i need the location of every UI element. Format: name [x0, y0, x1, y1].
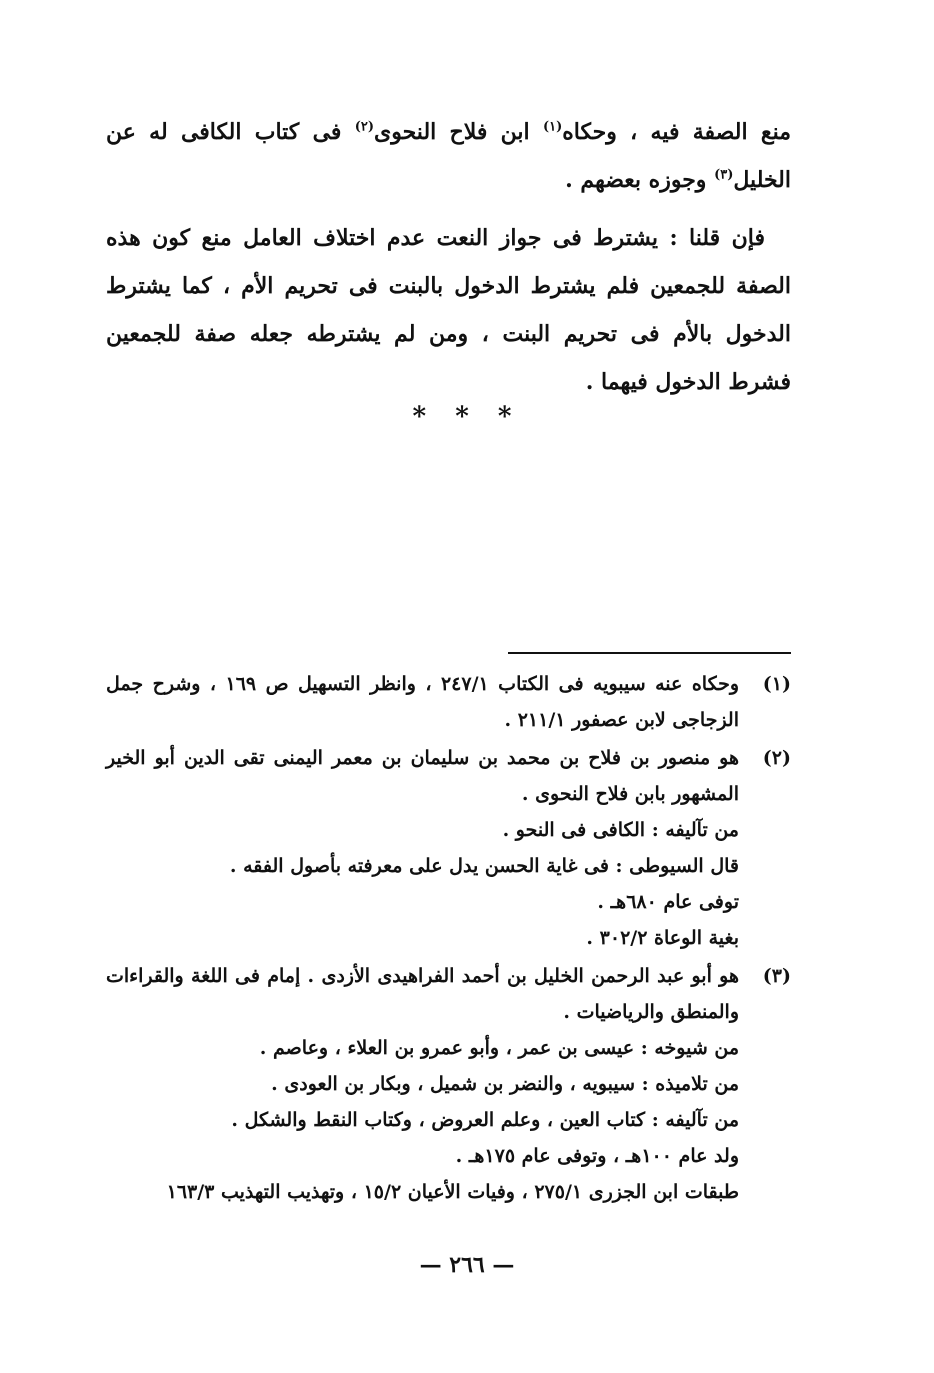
footnote-ref-1: (١) — [542, 119, 563, 135]
footnote-line: وحكاه عنه سيبويه فى الكتاب ٢٤٧/١ ، وانظر التسهيل ص ١٦٩ ، وشرح جمل الزجاجى لابن عصفور ٢١١/١ . — [106, 673, 739, 731]
footnote-line: توفى عام ٦٨٠هـ . — [597, 891, 739, 913]
main-text — [106, 108, 791, 414]
footnote-line: من تآليفه : كتاب العين ، وعلم العروض ، وكتاب النقط والشكل . — [231, 1109, 739, 1131]
footnote-3 — [106, 958, 791, 1210]
section-separator: * * * — [412, 402, 522, 432]
footnote-line: ولد عام ١٠٠هـ ، وتوفى عام ١٧٥هـ . — [455, 1145, 739, 1167]
footnote-line: هو منصور بن فلاح بن محمد بن سليمان بن معمر اليمنى تقى الدين أبو الخير المشهور بابن فلاح النحوى . — [106, 747, 739, 805]
paragraph-first — [106, 108, 791, 204]
footnote-divider — [508, 652, 791, 654]
footnote-number: (٣) — [762, 965, 791, 987]
footnotes — [106, 666, 791, 1212]
footnote-line: طبقات ابن الجزرى ٢٧٥/١ ، وفيات الأعيان ١٥/٢ ، وتهذيب التهذيب ١٦٣/٣ — [166, 1181, 739, 1203]
footnote-line: من شيوخه : عيسى بن عمر ، وأبو عمرو بن العلاء ، وعاصم . — [259, 1037, 739, 1059]
paragraph-first-part-1: منع الصفة فيه ، وحكاه — [562, 119, 791, 145]
footnote-ref-2: (٢) — [354, 119, 375, 135]
footnote-number: (١) — [762, 673, 791, 695]
footnote-line: من تلاميذه : سيبويه ، والنضر بن شميل ، وبكار بن العودى . — [271, 1073, 739, 1095]
paragraph-first-part-3: فى كتاب الكافى له عن الخليل — [106, 119, 791, 193]
paragraph-second: فإن قلنا : يشترط فى جواز النعت عدم اختلاف العامل منع كون هذه الصفة للجمعين فلم يشترط الدخول بالبنت فى تحريم الأم ، كما يشترط الدخول بالأم فى تحريم البنت ، ومن لم يشترطه جعله صفة للجمعين فشرط الدخول فيهما . — [106, 225, 791, 395]
footnote-number: (٢) — [762, 747, 791, 769]
footnote-2 — [106, 740, 791, 956]
footnote-line: قال السيوطى : فى غاية الحسن يدل على معرفته بأصول الفقه . — [229, 855, 739, 877]
paragraph-first-part-4: وجوزه بعضهم . — [565, 167, 715, 193]
paragraph-first-part-2: ابن فلاح النحوى — [374, 119, 543, 145]
footnote-line: بغية الوعاة ٣٠٢/٢ . — [586, 927, 739, 949]
footnote-line: هو أبو عبد الرحمن الخليل بن أحمد الفراهيدى الأزدى . إمام فى اللغة والقراءات والمنطق والرياضيات . — [106, 965, 739, 1023]
page-number: — ٢٦٦ — — [419, 1252, 515, 1278]
footnote-line: من تآليفه : الكافى فى النحو . — [502, 819, 739, 841]
footnote-ref-3: (٣) — [714, 167, 734, 183]
footnote-1 — [106, 666, 791, 738]
